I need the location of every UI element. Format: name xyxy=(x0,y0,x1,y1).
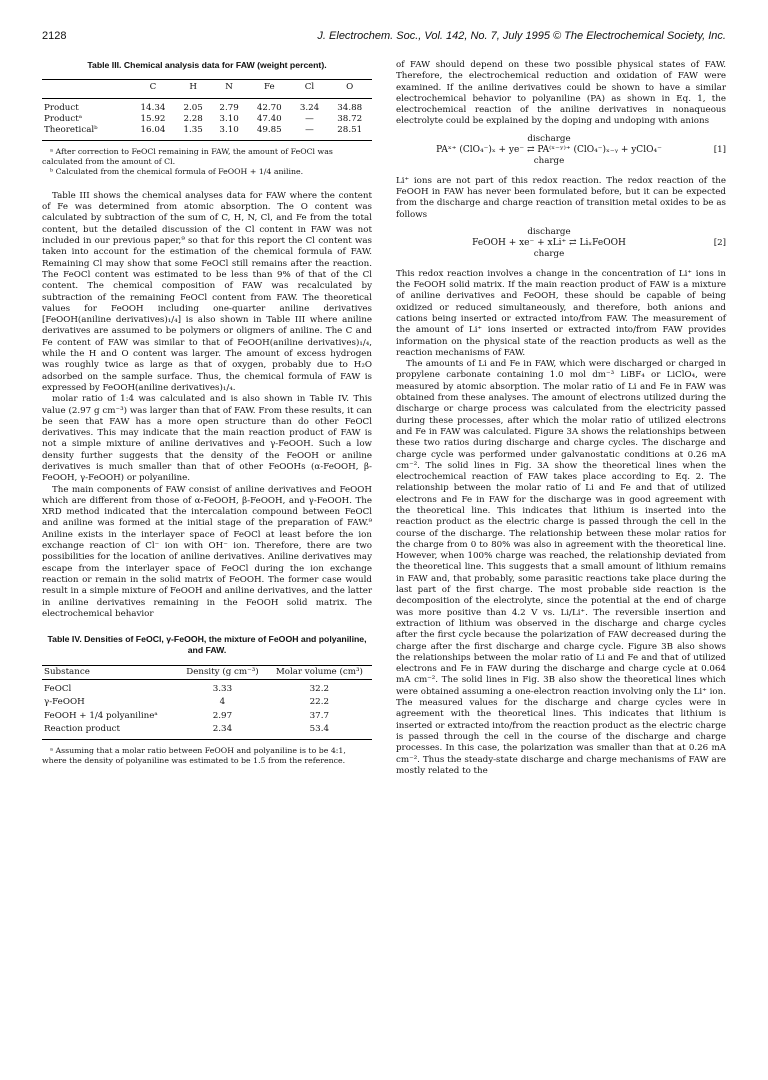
table-cell: 22.2 xyxy=(309,697,329,708)
table3-header xyxy=(42,80,131,98)
table-cell: 53.4 xyxy=(267,723,372,740)
table-row xyxy=(42,98,372,114)
table3-header: Cl xyxy=(292,80,328,98)
table3-header: C xyxy=(131,80,175,98)
table-cell: 3.24 xyxy=(299,102,320,113)
table4-header: Density (g cm⁻³) xyxy=(178,665,266,679)
table-cell: 2.97 xyxy=(212,710,233,721)
table-cell: 16.04 xyxy=(131,125,175,141)
table3-header: Fe xyxy=(247,80,291,98)
equation-number: [1] xyxy=(713,145,726,156)
table-cell: 2.28 xyxy=(183,113,203,124)
table-cell: 3.10 xyxy=(219,113,239,124)
table-row xyxy=(42,125,372,141)
table-cell: Theoreticalᵇ xyxy=(42,125,131,141)
equation-body: FeOOH + xe⁻ + xLi⁺ ⇄ LiₓFeOOH xyxy=(472,238,626,249)
table4-header: Substance xyxy=(42,665,178,679)
table-cell: 3.33 xyxy=(212,684,233,695)
table-row xyxy=(42,710,372,723)
paragraph: Table III shows the chemical analyses data for FAW where the content of Fe was determined from atomic absorption. The O content was calculated by subtraction of the sum of C, H, N, Cl, and Fe from the total content, but the detailed discussion of the Cl content in FAW was not included in our previous paper,⁹ so that for this report the Cl content was taken into account for the estimation of the chemical formula of FAW. Remaining Cl may show that some FeOCl still remains after the reaction. The FeOCl content was estimated to be less than 9% of that of the Cl content. The chemical composition of FAW was recalculated by subtraction of the remaining FeOCl content from FAW. The theoretical values for FeOOH including one-quarter aniline derivatives [FeOOH(aniline derivatives)₁/₄] is also shown in Table III where aniline derivatives are assumed to be polymers or oligmers of aniline. The C and Fe content of FAW was similar to that of FeOOH(aniline derivatives)₁/₄, while the H and O content was larger. The amount of excess hydrogen was roughly twice as large as that of oxygen, probably due to H₂O adsorbed on the sample surface. Thus, the chemical formula of FAW is expressed by FeOOH(aniline derivatives)₁/₄. xyxy=(42,190,372,393)
table-cell: 4 xyxy=(219,697,226,708)
right-column xyxy=(396,60,726,777)
table-cell: Reaction product xyxy=(42,723,178,740)
table-cell: 32.2 xyxy=(309,684,329,695)
table4-footnote-a: ᵃ Assuming that a molar ratio between FeOOH and polyaniline is to be 4:1, where the density of polyaniline was estimated to be 1.5 from the reference. xyxy=(42,746,346,766)
equation-number: [2] xyxy=(713,238,726,249)
equation-label-discharge: discharge xyxy=(527,133,571,144)
table4-header: Molar volume (cm³) xyxy=(267,665,372,679)
table-row xyxy=(42,723,372,740)
table-cell: 3.10 xyxy=(211,125,247,141)
paragraph: molar ratio of 1:4 was calculated and is also shown in Table IV. This value (2.97 g cm⁻³) was larger than that of FAW. From these results, it can be seen that FAW has a more open structure than do other FeOCl derivatives. This may indicate that the main reaction product of FAW is not a simple mixture of aniline derivatives and γ-FeOOH. Such a low density further suggests that the density of the FeOOH or aniline derivatives is much smaller than that of other FeOOHs (α-FeOOH, β-FeOOH, γ-FeOOH) or polyaniline. xyxy=(42,394,372,484)
table-cell: Productᵃ xyxy=(44,113,83,124)
table3-header: N xyxy=(211,80,247,98)
table3-caption: Table III. Chemical analysis data for FAW (weight percent). xyxy=(87,60,327,70)
table4-footnotes xyxy=(42,746,372,766)
table3-header: H xyxy=(175,80,211,98)
page-number: 2128 xyxy=(42,30,67,42)
equation-label-charge: charge xyxy=(533,249,565,260)
left-column xyxy=(42,60,372,766)
page-header xyxy=(42,30,726,46)
paragraph: The amounts of Li and Fe in FAW, which were discharged or charged in propylene carbonate containing 1.0 mol dm⁻³ LiBF₄ or LiClO₄, were measured by atomic absorption. The molar ratio of Li and Fe in FAW was obtained from these analyses. The amount of electrons utilized during the discharge or charge process was calculated from the electricity passed during these processes, after which the molar ratio of utilized electrons and Fe in FAW was calculated. Figure 3A shows the relationships between these two ratios during discharge and charge cycles. The discharge and charge cycle was performed under galvanostatic conditions at 0.26 mA cm⁻². The solid lines in Fig. 3A show the theoretical lines when the electrochemical reaction of FAW takes place according to Eq. 2. The relationship between the molar ratio of Li and Fe and that of utilized electrons and Fe in FAW for the discharge was in good agreement with the theoretical line. This indicates that lithium is inserted into the reaction product as the electric charge is passed through the cell in the course of the discharge. The relationship between these molar ratios for the charge from 0 to 80% was also in agreement with the theoretical line. However, when 100% charge was reached, the relationship deviated from the theoretical line. This suggests that a small amount of lithium remains in FAW and, that probably, some parasitic reactions take place during the last part of the first charge. The most probable side reaction is the decomposition of the electrolyte, since the potential at the end of charge was more positive than 4.2 V vs. Li/Li⁺. The reversible insertion and extraction of lithium was observed in the discharge and charge cycles after the first cycle because the polarization of FAW decreased during the charge after the first discharge and charge cycle. Figure 3B also shows the relationships between the molar ratio of Li and Fe and that of utilized electrons and Fe in FAW during the discharge and charge cycle at 0.064 mA cm⁻². The solid lines in Fig. 3B also show the theoretical lines which were obtained assuming a one-electron reaction involving only the Li⁺ ion. The measured values for the discharge and charge cycles were in agreement with the theoretical lines. This indicates that lithium is inserted or extracted into/from the reaction product as the electric charge is passed through the cell in the course of the discharge and charge processes. In this case, the polarization was smaller than that at 0.26 mA cm⁻². Thus the steady-state discharge and charge mechanisms of FAW are mostly related to the xyxy=(396,359,726,776)
paragraph: Li⁺ ions are not part of this redox reaction. The redox reaction of the FeOOH in FAW has never been formulated before, but it can be expected from the discharge and charge reaction of transition metal oxides to be as follows xyxy=(396,175,726,220)
equation-body: PAˣ⁺ (ClO₄⁻)ₓ + ye⁻ ⇄ PA⁽ˣ⁻ʸ⁾⁺ (ClO₄⁻)ₓ₋ᵧ + yClO₄⁻ xyxy=(436,145,662,156)
table4 xyxy=(42,665,372,740)
table-cell: 34.88 xyxy=(337,102,363,113)
journal-citation: J. Electrochem. Soc., Vol. 142, No. 7, July 1995 © The Electrochemical Society, Inc. xyxy=(317,30,726,42)
table-cell: FeOCl xyxy=(44,684,72,695)
table-cell: 2.34 xyxy=(178,723,266,740)
table-cell: 47.40 xyxy=(256,113,282,124)
table-cell: FeOOH + 1/4 polyanilineᵃ xyxy=(44,710,158,721)
table3-footnotes xyxy=(42,147,372,176)
table-row xyxy=(42,680,372,697)
table3 xyxy=(42,79,372,141)
table-cell: 14.34 xyxy=(140,102,166,113)
paragraph: This redox reaction involves a change in the concentration of Li⁺ ions in the FeOOH solid matrix. If the main reaction product of FAW is a mixture of aniline derivatives and FeOOH, these should be capable of being oxidized or reduced simultaneously, and therefore, both anions and cations being inserted or extracted into/from FAW. The measurement of the amount of Li⁺ ions inserted or extracted into/from FAW provides information on the physical state of the reaction products as well as the reaction mechanisms of FAW. xyxy=(396,268,726,358)
table-cell: γ-FeOOH xyxy=(44,697,85,708)
table-cell: 49.85 xyxy=(247,125,291,141)
equation-1 xyxy=(396,134,726,168)
table4-caption: Table IV. Densities of FeOCl, γ-FeOOH, the mixture of FeOOH and polyaniline, and FAW. xyxy=(47,634,367,656)
table3-footnote-b: ᵇ Calculated from the chemical formula of FeOOH + 1/4 aniline. xyxy=(50,167,304,177)
table-cell: 42.70 xyxy=(256,102,282,113)
paragraph: of FAW should depend on these two possible physical states of FAW. Therefore, the electrochemical reduction and oxidation of FAW were examined. If the aniline derivatives could be shown to have a similar electrochemical behavior to polyaniline (PA) as shown in Eq. 1, the electrochemical reaction of the aniline derivatives in nonaqueous electrolyte could be explained by the doping and undoping with anions xyxy=(396,60,726,127)
table-cell: — xyxy=(292,125,328,141)
paragraph: The main components of FAW consist of aniline derivatives and FeOOH which are different from those of α-FeOOH, β-FeOOH, and γ-FeOOH. The XRD method indicated that the intercalation compound between FeOCl and aniline was formed at the initial stage of the preparation of FAW.⁹ Aniline exists in the interlayer space of FeOCl at least before the ion exchange reaction of Cl⁻ ion with OH⁻ ion. Therefore, there are two possibilities for the location of aniline derivatives. Aniline derivatives may escape from the interlayer space of FeOCl during the ion exchange reaction or remain in the solid matrix of FeOOH. The former case would result in a simple mixture of FeOOH and aniline derivatives, and the latter in aniline derivatives remaining in the FeOOH solid matrix. The electrochemical behavior xyxy=(42,484,372,619)
table-cell: 2.05 xyxy=(183,102,203,113)
equation-label-discharge: discharge xyxy=(527,226,571,237)
equation-label-charge: charge xyxy=(533,156,565,167)
table-cell: 2.79 xyxy=(219,102,239,113)
table-cell: 15.92 xyxy=(140,113,166,124)
table3-header: O xyxy=(327,80,372,98)
table-cell: 1.35 xyxy=(175,125,211,141)
table3-footnote-a: ᵃ After correction to FeOCl remaining in FAW, the amount of FeOCl was calculated from the amount of Cl. xyxy=(42,147,333,167)
table-cell: — xyxy=(305,113,314,124)
table-row xyxy=(42,114,372,125)
table-cell: 28.51 xyxy=(327,125,372,141)
equation-2 xyxy=(396,227,726,261)
table-cell: 37.7 xyxy=(309,710,329,721)
table-cell: 38.72 xyxy=(337,113,363,124)
table-cell: Product xyxy=(44,102,79,113)
table-row xyxy=(42,696,372,709)
